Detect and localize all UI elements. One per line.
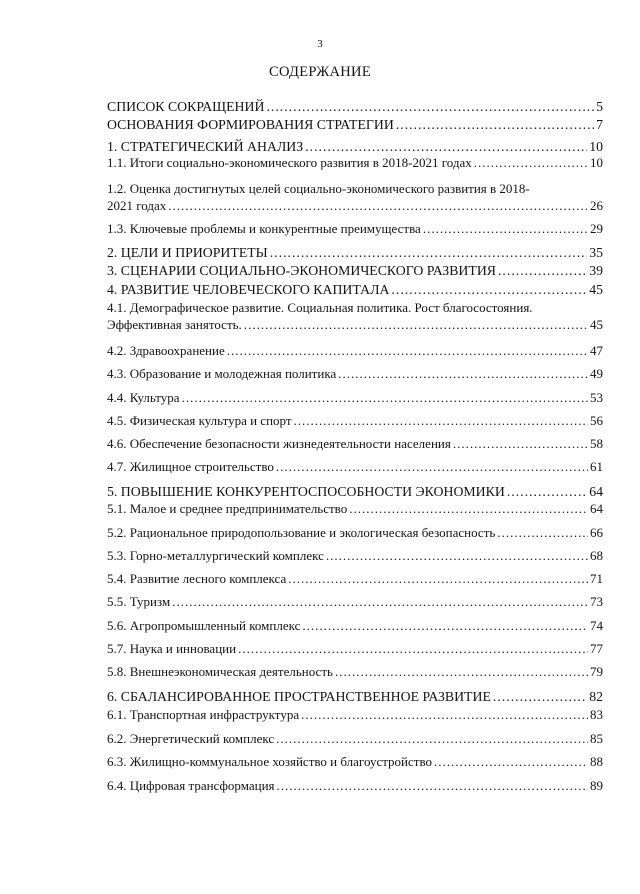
toc-entry-line bbox=[107, 458, 603, 475]
toc-entry-line bbox=[107, 412, 603, 429]
toc-entry-title: 2021 годах bbox=[107, 198, 167, 213]
toc-entry-title: 5.7. Наука и инновации bbox=[107, 641, 237, 656]
toc-entry-page: 10 bbox=[589, 139, 603, 154]
toc-entry-page: 26 bbox=[590, 198, 603, 213]
toc-entry bbox=[107, 435, 603, 452]
toc-entry bbox=[107, 365, 603, 382]
dot-leader bbox=[305, 138, 587, 155]
toc-entry-line bbox=[107, 220, 603, 237]
dot-leader bbox=[349, 500, 588, 517]
toc-entry-title: 1.2. Оценка достигнутых целей социально-экономического развития в 2018- bbox=[107, 181, 530, 196]
toc-entry bbox=[107, 663, 603, 680]
toc-entry-title: 5.3. Горно-металлургический комплекс bbox=[107, 548, 324, 563]
dot-leader bbox=[238, 640, 588, 657]
toc-entry-line bbox=[107, 706, 603, 723]
toc-entry-title: СПИСОК СОКРАЩЕНИЙ bbox=[107, 99, 265, 114]
toc-entry-title: 6.2. Энергетический комплекс bbox=[107, 731, 275, 746]
toc-entry-line bbox=[107, 663, 603, 680]
toc-entry-page: 61 bbox=[590, 459, 603, 474]
toc-entry-page: 64 bbox=[590, 501, 603, 516]
toc-entry bbox=[107, 389, 603, 406]
toc-entry bbox=[107, 262, 603, 279]
toc-entry-title: 6. СБАЛАНСИРОВАННОЕ ПРОСТРАНСТВЕННОЕ РАЗВИТИЕ bbox=[107, 689, 491, 704]
toc-entry-line bbox=[107, 483, 603, 500]
toc-entry bbox=[107, 154, 603, 171]
toc-entry-line bbox=[107, 570, 603, 587]
toc-entry-line bbox=[107, 244, 603, 261]
toc-entry-page: 89 bbox=[590, 778, 603, 793]
toc-entry bbox=[107, 777, 603, 794]
toc-entry bbox=[107, 116, 603, 133]
toc-entry-line bbox=[107, 316, 603, 333]
toc-entry bbox=[107, 500, 603, 517]
dot-leader bbox=[507, 483, 587, 500]
toc-entry bbox=[107, 244, 603, 261]
page-title: СОДЕРЖАНИЕ bbox=[269, 64, 371, 80]
toc-entry-line bbox=[107, 435, 603, 452]
toc-entry-line bbox=[107, 547, 603, 564]
toc-entry-title: 5.8. Внешнеэкономическая деятельность bbox=[107, 664, 333, 679]
dot-leader bbox=[453, 435, 588, 452]
toc-entry-title: 4.1. Демографическое развитие. Социальная политика. Рост благосостояния. bbox=[107, 300, 533, 315]
toc-entry-title: 2. ЦЕЛИ И ПРИОРИТЕТЫ bbox=[107, 245, 268, 260]
dot-leader bbox=[498, 262, 587, 279]
dot-leader bbox=[276, 730, 588, 747]
toc-entry-line bbox=[107, 640, 603, 657]
toc-entry-line bbox=[107, 753, 603, 770]
dot-leader bbox=[270, 244, 587, 261]
toc-entry bbox=[107, 570, 603, 587]
toc-entry-line bbox=[107, 593, 603, 610]
toc-entry-line bbox=[107, 730, 603, 747]
toc-entry-page: 64 bbox=[589, 484, 603, 499]
dot-leader bbox=[227, 342, 588, 359]
toc-entry bbox=[107, 617, 603, 634]
toc-entry bbox=[107, 483, 603, 500]
toc-entry-page: 56 bbox=[590, 413, 603, 428]
toc-entry-title: 1. СТРАТЕГИЧЕСКИЙ АНАЛИЗ bbox=[107, 139, 304, 154]
dot-leader bbox=[497, 524, 588, 541]
dot-leader bbox=[302, 617, 588, 634]
dot-leader bbox=[338, 365, 588, 382]
toc-entry-line bbox=[107, 197, 603, 214]
dot-leader bbox=[276, 458, 588, 475]
dot-leader bbox=[288, 570, 588, 587]
dot-leader bbox=[277, 777, 588, 794]
toc-entry bbox=[107, 524, 603, 541]
toc-entry bbox=[107, 593, 603, 610]
toc-entry-line bbox=[107, 389, 603, 406]
dot-leader bbox=[335, 663, 588, 680]
toc-entry bbox=[107, 299, 603, 333]
toc-entry bbox=[107, 412, 603, 429]
toc-entry-line bbox=[107, 342, 603, 359]
toc-entry-title: 4.6. Обеспечение безопасности жизнедеятельности населения bbox=[107, 436, 451, 451]
dot-leader bbox=[396, 116, 594, 133]
toc-entry-page: 88 bbox=[590, 754, 603, 769]
toc-entry-line bbox=[107, 154, 603, 171]
toc-entry-title: 5. ПОВЫШЕНИЕ КОНКУРЕНТОСПОСОБНОСТИ ЭКОНОМИКИ bbox=[107, 484, 505, 499]
toc-entry-page: 85 bbox=[590, 731, 603, 746]
toc-entry bbox=[107, 547, 603, 564]
toc-entry-line bbox=[107, 281, 603, 298]
toc-entry-line bbox=[107, 262, 603, 279]
toc-entry bbox=[107, 706, 603, 723]
dot-leader bbox=[301, 706, 588, 723]
toc-entry-title: 3. СЦЕНАРИИ СОЦИАЛЬНО-ЭКОНОМИЧЕСКОГО РАЗВИТИЯ bbox=[107, 263, 496, 278]
toc-entry bbox=[107, 98, 603, 115]
toc-entry-line bbox=[107, 116, 603, 133]
dot-leader bbox=[266, 98, 594, 115]
toc-entry-page: 7 bbox=[596, 117, 603, 132]
toc-entry-page: 53 bbox=[590, 390, 603, 405]
toc-entry-line bbox=[107, 500, 603, 517]
toc-entry-line bbox=[107, 365, 603, 382]
toc-entry bbox=[107, 220, 603, 237]
toc-entry-title: 5.4. Развитие лесного комплекса bbox=[107, 571, 287, 586]
toc-entry bbox=[107, 753, 603, 770]
toc-entry-page: 35 bbox=[589, 245, 603, 260]
toc-entry bbox=[107, 342, 603, 359]
toc-entry-title: 4.2. Здравоохранение bbox=[107, 343, 225, 358]
page-number: 3 bbox=[317, 38, 323, 50]
toc-entry-page: 74 bbox=[590, 618, 603, 633]
toc-entry-line-wrap bbox=[107, 180, 603, 197]
toc-entry-title: 4.4. Культура bbox=[107, 390, 180, 405]
toc-entry-title: 5.6. Агропромышленный комплекс bbox=[107, 618, 301, 633]
dot-leader bbox=[434, 753, 588, 770]
toc-entry-title: 1.3. Ключевые проблемы и конкурентные преимущества bbox=[107, 221, 421, 236]
dot-leader bbox=[474, 154, 588, 171]
toc-entry-title: 6.1. Транспортная инфраструктура bbox=[107, 707, 300, 722]
toc-entry-title: 6.3. Жилищно-коммунальное хозяйство и благоустройство bbox=[107, 754, 433, 769]
toc-entry bbox=[107, 730, 603, 747]
toc-entry-page: 77 bbox=[590, 641, 603, 656]
dot-leader bbox=[493, 688, 587, 705]
toc-entry bbox=[107, 688, 603, 705]
toc-entry-page: 29 bbox=[590, 221, 603, 236]
toc-entry-line bbox=[107, 777, 603, 794]
toc-entry-line bbox=[107, 98, 603, 115]
dot-leader bbox=[294, 412, 588, 429]
dot-leader bbox=[326, 547, 588, 564]
dot-leader bbox=[172, 593, 588, 610]
dot-leader bbox=[423, 220, 588, 237]
toc-entry-page: 47 bbox=[590, 343, 603, 358]
toc-entry-title: 4.5. Физическая культура и спорт bbox=[107, 413, 292, 428]
toc-entry-line-wrap bbox=[107, 299, 603, 316]
toc-entry-page: 45 bbox=[589, 282, 603, 297]
toc-entry bbox=[107, 138, 603, 155]
toc-entry-page: 5 bbox=[596, 99, 603, 114]
dot-leader bbox=[182, 389, 588, 406]
toc-entry-line bbox=[107, 617, 603, 634]
toc-entry-page: 10 bbox=[590, 155, 603, 170]
toc-entry-page: 73 bbox=[590, 594, 603, 609]
toc-entry-line bbox=[107, 138, 603, 155]
toc-entry-page: 66 bbox=[590, 525, 603, 540]
toc-entry-page: 45 bbox=[590, 317, 603, 332]
dot-leader bbox=[244, 316, 588, 333]
toc-entry-line bbox=[107, 688, 603, 705]
dot-leader bbox=[168, 197, 588, 214]
toc-entry-page: 82 bbox=[589, 689, 603, 704]
toc-entry-page: 39 bbox=[589, 263, 603, 278]
toc-entry bbox=[107, 640, 603, 657]
toc-entry-page: 79 bbox=[590, 664, 603, 679]
toc-entry-page: 71 bbox=[590, 571, 603, 586]
toc-entry-title: Эффективная занятость. bbox=[107, 317, 242, 332]
toc-entry-title: 6.4. Цифровая трансформация bbox=[107, 778, 275, 793]
toc-entry-title: 5.1. Малое и среднее предпринимательство bbox=[107, 501, 348, 516]
toc-entry bbox=[107, 281, 603, 298]
toc-entry-title: 1.1. Итоги социально-экономического развития в 2018-2021 годах bbox=[107, 155, 472, 170]
toc-entry-page: 83 bbox=[590, 707, 603, 722]
toc-entry bbox=[107, 458, 603, 475]
toc-entry-page: 58 bbox=[590, 436, 603, 451]
toc-entry-title: 4.3. Образование и молодежная политика bbox=[107, 366, 337, 381]
toc-entry-title: 4. РАЗВИТИЕ ЧЕЛОВЕЧЕСКОГО КАПИТАЛА bbox=[107, 282, 390, 297]
toc-entry bbox=[107, 180, 603, 214]
toc-entry-page: 49 bbox=[590, 366, 603, 381]
toc-entry-title: 4.7. Жилищное строительство bbox=[107, 459, 274, 474]
toc-entry-title: 5.5. Туризм bbox=[107, 594, 171, 609]
toc-entry-line bbox=[107, 524, 603, 541]
toc-entry-title: 5.2. Рациональное природопользование и экологическая безопасность bbox=[107, 525, 496, 540]
dot-leader bbox=[391, 281, 587, 298]
toc-entry-title: ОСНОВАНИЯ ФОРМИРОВАНИЯ СТРАТЕГИИ bbox=[107, 117, 394, 132]
toc-entry-page: 68 bbox=[590, 548, 603, 563]
